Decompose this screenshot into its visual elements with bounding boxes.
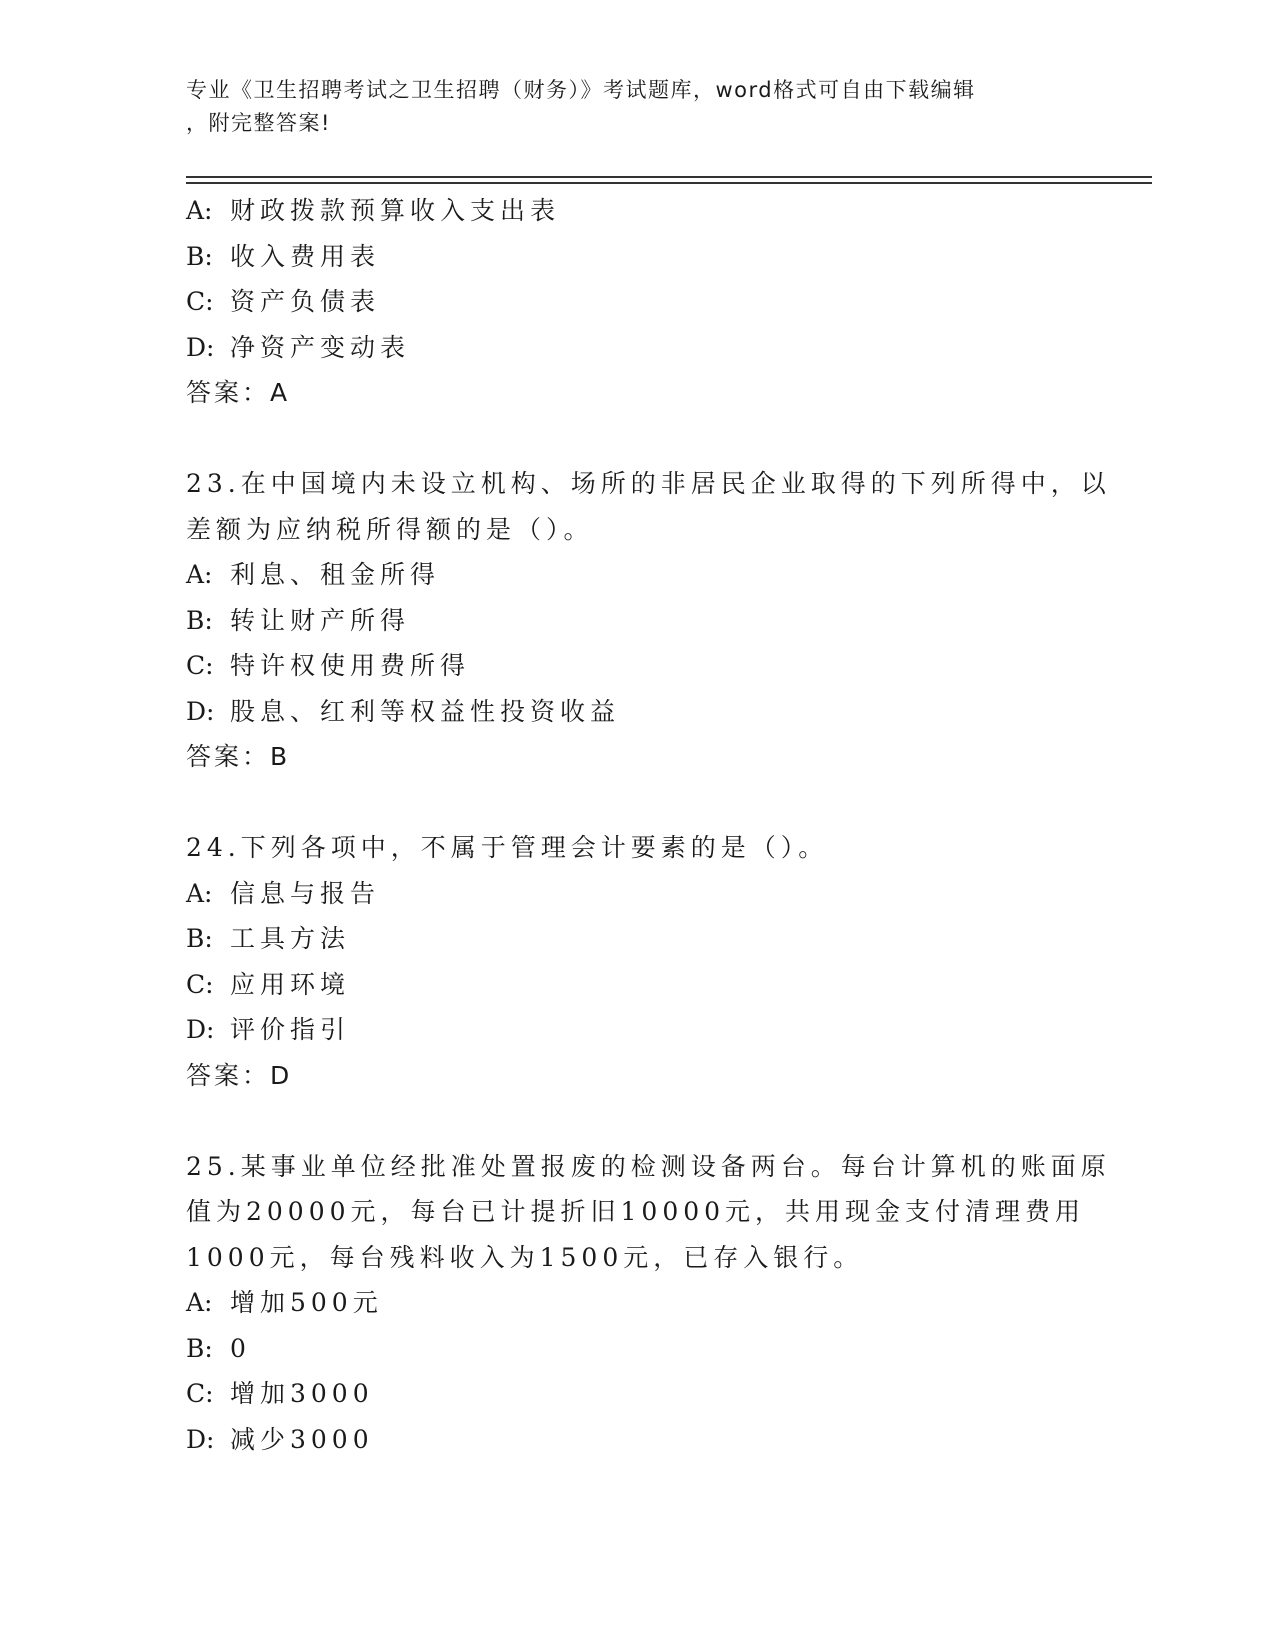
header-line-1: 专业《卫生招聘考试之卫生招聘（财务）》考试题库，word格式可自由下载编辑 [186, 78, 976, 102]
option-b: B: 工具方法 [186, 924, 351, 953]
question-stem: 25.某事业单位经批准处置报废的检测设备两台。每台计算机的账面原 [186, 1151, 1111, 1181]
option-a: A: 增加500元 [186, 1288, 383, 1317]
option-d: D: 净资产变动表 [186, 332, 411, 362]
question-24 [186, 825, 1086, 1098]
option-d: D: 评价指引 [186, 1015, 351, 1044]
option-b: B: 转让财产所得 [186, 605, 411, 635]
option-b: B: 0 [186, 1333, 251, 1363]
answer-line: 答案：D [186, 1060, 293, 1090]
question-stem: 差额为应纳税所得额的是（）。 [186, 514, 594, 544]
spacer [186, 1098, 1086, 1144]
option-c: C: 应用环境 [186, 969, 351, 999]
spacer [186, 416, 1086, 462]
option-a: A: 利息、租金所得 [186, 560, 441, 589]
option-c: C: 特许权使用费所得 [186, 651, 471, 680]
option-a: A: 财政拨款预算收入支出表 [186, 196, 561, 225]
question-stem: 24.下列各项中，不属于管理会计要素的是（）。 [186, 833, 829, 862]
option-d: D: 减少3000 [186, 1424, 374, 1454]
option-a: A: 信息与报告 [186, 878, 381, 908]
question-content [186, 188, 1111, 1462]
question-stem: 1000元，每台残料收入为1500元，已存入银行。 [186, 1242, 864, 1272]
header-line-2: ，附完整答案! [186, 111, 331, 135]
option-c: C: 资产负债表 [186, 287, 381, 316]
question-25 [186, 1144, 1111, 1463]
question-stem: 值为20000元，每台已计提折旧10000元，共用现金支付清理费用 [186, 1197, 1086, 1226]
question-stem: 23.在中国境内未设立机构、场所的非居民企业取得的下列所得中，以 [186, 469, 1111, 498]
question-23 [186, 461, 1111, 780]
option-c: C: 增加3000 [186, 1379, 374, 1408]
answer-line: 答案：A [186, 378, 291, 407]
option-b: B: 收入费用表 [186, 241, 381, 271]
answer-line: 答案：B [186, 742, 291, 771]
question-22-options [186, 188, 1086, 416]
option-d: D: 股息、红利等权益性投资收益 [186, 696, 621, 726]
header-divider-top [186, 176, 1152, 178]
spacer [186, 780, 1086, 826]
document-header [186, 74, 1066, 140]
header-divider-bottom [186, 182, 1152, 184]
